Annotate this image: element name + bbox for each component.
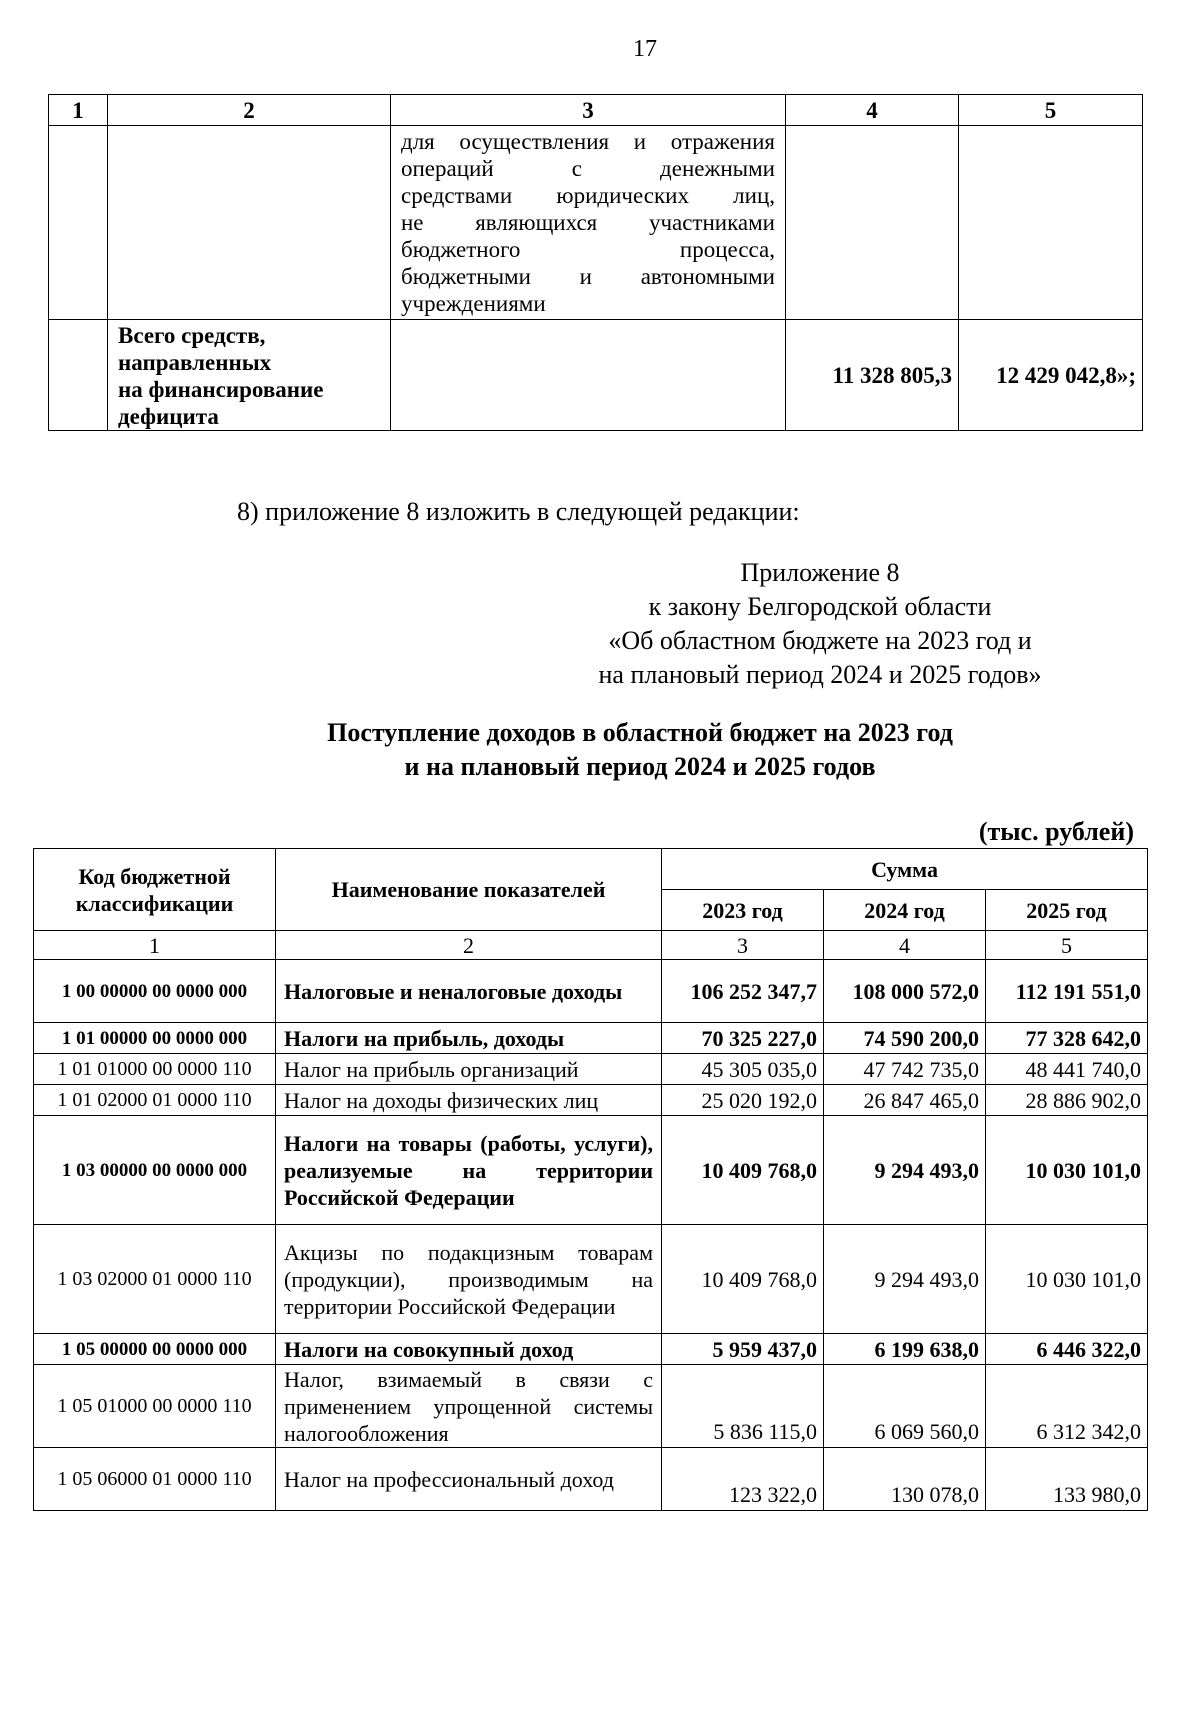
amount-2025: 112 191 551,0 — [986, 960, 1148, 1023]
table-row — [34, 1116, 1148, 1225]
table-row — [34, 1225, 1148, 1334]
title-line: и на плановый период 2024 и 2025 годов — [404, 752, 876, 781]
budget-code: 1 05 01000 00 0000 110 — [34, 1365, 276, 1448]
column-index: 2 — [108, 95, 391, 126]
budget-code: 1 03 00000 00 0000 000 — [34, 1116, 276, 1225]
table-row — [34, 1448, 1148, 1511]
text-line: не являющихся участниками — [401, 210, 775, 235]
amount-2023: 10 409 768,0 — [662, 1116, 824, 1225]
empty-cell — [108, 126, 391, 320]
revenue-table — [33, 848, 1148, 1511]
table-row — [34, 1054, 1148, 1085]
indicator-name: Налог, взимаемый в связи с применением упрощенной системы налогообложения — [276, 1365, 662, 1448]
unit-label: (тыс. рублей) — [978, 817, 1134, 846]
amount-2023: 5 959 437,0 — [662, 1334, 824, 1365]
amount-2024: 26 847 465,0 — [824, 1085, 986, 1116]
table-row — [34, 1334, 1148, 1365]
header-year-2025: 2025 год — [986, 890, 1148, 931]
amount-2025: 133 980,0 — [986, 1448, 1148, 1511]
budget-code: 1 05 00000 00 0000 000 — [34, 1334, 276, 1365]
amount-2024: 9 294 493,0 — [824, 1116, 986, 1225]
empty-cell — [786, 126, 959, 320]
column-index: 3 — [662, 931, 824, 960]
header-sum: Сумма — [662, 849, 1148, 890]
amount-2025: 10 030 101,0 — [986, 1116, 1148, 1225]
amount-2024: 9 294 493,0 — [824, 1225, 986, 1334]
deficit-financing-table-continued — [48, 94, 1143, 431]
amount-2023: 45 305 035,0 — [662, 1054, 824, 1085]
continued-description — [391, 126, 786, 320]
amount-2023: 5 836 115,0 — [662, 1365, 824, 1448]
total-value-2025: 12 429 042,8»; — [959, 320, 1143, 431]
column-index: 4 — [824, 931, 986, 960]
annex-line: Приложение 8 — [740, 558, 900, 587]
indicator-name: Налог на доходы физических лиц — [276, 1085, 662, 1116]
total-row — [49, 320, 1143, 431]
title-line: Поступление доходов в областной бюджет на 2023 год — [327, 718, 953, 747]
column-index: 2 — [276, 931, 662, 960]
amount-2024: 74 590 200,0 — [824, 1023, 986, 1054]
amount-2025: 10 030 101,0 — [986, 1225, 1148, 1334]
annex-line: на плановый период 2024 и 2025 годов» — [598, 660, 1042, 689]
empty-cell — [49, 126, 108, 320]
amount-2024: 47 742 735,0 — [824, 1054, 986, 1085]
amount-2025: 77 328 642,0 — [986, 1023, 1148, 1054]
budget-code: 1 01 01000 00 0000 110 — [34, 1054, 276, 1085]
column-index: 5 — [959, 95, 1143, 126]
text-line: для осуществления и отражения — [401, 129, 775, 154]
column-index: 3 — [391, 95, 786, 126]
table-row — [34, 1365, 1148, 1448]
amount-2023: 123 322,0 — [662, 1448, 824, 1511]
indicator-name: Налоговые и неналоговые доходы — [276, 960, 662, 1023]
amount-2023: 70 325 227,0 — [662, 1023, 824, 1054]
text-line: бюджетного процесса, — [401, 237, 775, 262]
amount-2024: 108 000 572,0 — [824, 960, 986, 1023]
amount-2024: 6 069 560,0 — [824, 1365, 986, 1448]
column-index: 5 — [986, 931, 1148, 960]
header-row — [34, 849, 1148, 890]
budget-code: 1 05 06000 01 0000 110 — [34, 1448, 276, 1511]
text-line: операций с денежными — [401, 156, 775, 181]
table-row — [34, 1023, 1148, 1054]
header-name: Наименование показателей — [276, 849, 662, 931]
annex-line: к закону Белгородской области — [648, 592, 992, 621]
total-value-2024: 11 328 805,3 — [786, 320, 959, 431]
text-line: бюджетными и автономными — [401, 264, 775, 289]
document-title — [250, 716, 1030, 784]
column-index: 4 — [786, 95, 959, 126]
header-year-2023: 2023 год — [662, 890, 824, 931]
text-line: на финансирование — [118, 377, 324, 402]
indicator-name: Налог на профессиональный доход — [276, 1448, 662, 1511]
text-line: дефицита — [118, 404, 219, 429]
text-line: учреждениями — [401, 291, 546, 316]
text-line: Всего средств, — [118, 323, 266, 348]
table-row — [34, 960, 1148, 1023]
amount-2024: 130 078,0 — [824, 1448, 986, 1511]
text-line: средствами юридических лиц, — [401, 183, 775, 208]
amount-2023: 106 252 347,7 — [662, 960, 824, 1023]
header-year-2024: 2024 год — [824, 890, 986, 931]
header-code: Код бюджетной классификации — [34, 849, 276, 931]
annex-reference — [560, 556, 1080, 692]
amount-2023: 10 409 768,0 — [662, 1225, 824, 1334]
column-index-row — [34, 931, 1148, 960]
amount-2025: 6 312 342,0 — [986, 1365, 1148, 1448]
empty-cell — [959, 126, 1143, 320]
empty-cell — [391, 320, 786, 431]
indicator-name: Налоги на товары (работы, услуги), реализуемые на территории Российской Федерации — [276, 1116, 662, 1225]
indicator-name: Налог на прибыль организаций — [276, 1054, 662, 1085]
budget-code: 1 01 02000 01 0000 110 — [34, 1085, 276, 1116]
amount-2025: 28 886 902,0 — [986, 1085, 1148, 1116]
annex-line: «Об областном бюджете на 2023 год и — [608, 626, 1032, 655]
amount-2025: 48 441 740,0 — [986, 1054, 1148, 1085]
budget-code: 1 03 02000 01 0000 110 — [34, 1225, 276, 1334]
amount-2023: 25 020 192,0 — [662, 1085, 824, 1116]
indicator-name: Налоги на прибыль, доходы — [276, 1023, 662, 1054]
total-label — [108, 320, 391, 431]
amendment-text: 8) приложение 8 изложить в следующей редакции: — [237, 497, 800, 526]
budget-code: 1 01 00000 00 0000 000 — [34, 1023, 276, 1054]
column-index: 1 — [49, 95, 108, 126]
indicator-name: Акцизы по подакцизным товарам (продукции), производимым на территории Российской Федерации — [276, 1225, 662, 1334]
amount-2025: 6 446 322,0 — [986, 1334, 1148, 1365]
table-row — [34, 1085, 1148, 1116]
text-line: направленных — [118, 350, 272, 375]
page-number: 17 — [633, 36, 657, 62]
continued-row — [49, 126, 1143, 320]
budget-code: 1 00 00000 00 0000 000 — [34, 960, 276, 1023]
indicator-name: Налоги на совокупный доход — [276, 1334, 662, 1365]
revenue-table-body — [34, 931, 1148, 1511]
column-index-row — [49, 95, 1143, 126]
amount-2024: 6 199 638,0 — [824, 1334, 986, 1365]
column-index: 1 — [34, 931, 276, 960]
empty-cell — [49, 320, 108, 431]
